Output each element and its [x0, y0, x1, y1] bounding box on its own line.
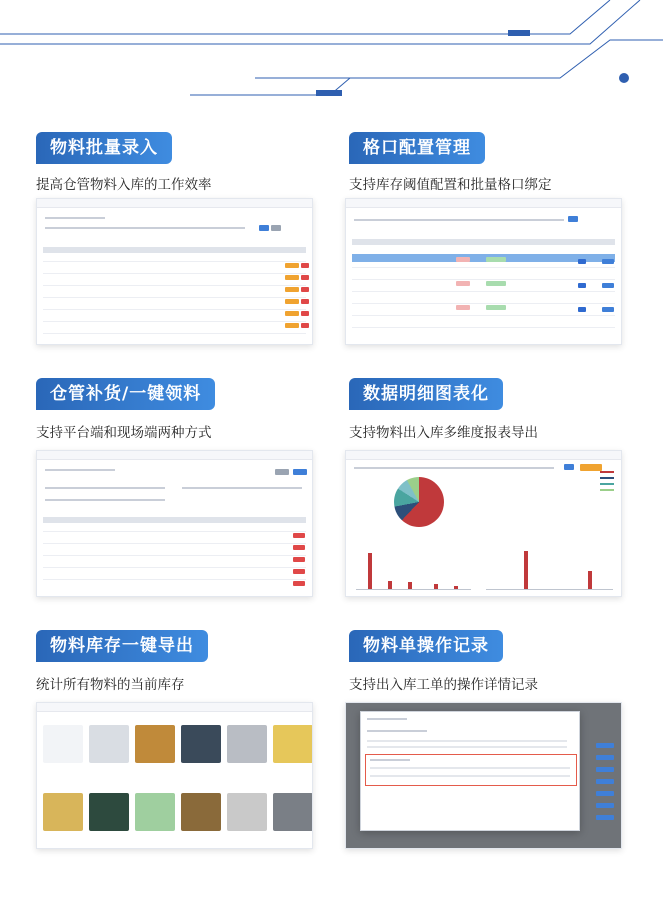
product-thumb [181, 793, 221, 831]
chart-bar [368, 553, 372, 589]
feature-subtitle: 提高仓管物料入库的工作效率 [36, 177, 212, 193]
product-thumb [89, 725, 129, 763]
feature-title: 物料单操作记录 [349, 630, 503, 662]
chart-bar [588, 571, 592, 589]
product-thumb [43, 725, 83, 763]
feature-subtitle: 支持物料出入库多维度报表导出 [349, 425, 538, 441]
chart-bar [388, 581, 392, 589]
feature-subtitle: 统计所有物料的当前库存 [36, 677, 185, 693]
feature-title: 物料库存一键导出 [36, 630, 208, 662]
highlight-box [365, 754, 577, 786]
feature-title: 物料批量录入 [36, 132, 172, 164]
product-thumb [227, 793, 267, 831]
record-modal [360, 711, 580, 831]
screenshot-charts [345, 450, 622, 597]
product-thumb [273, 793, 313, 831]
feature-subtitle: 支持出入库工单的操作详情记录 [349, 677, 538, 693]
product-thumb [227, 725, 267, 763]
screenshot-batch-entry [36, 198, 313, 345]
chart-bar [408, 582, 412, 589]
product-thumb [43, 793, 83, 831]
chart-bar [434, 584, 438, 589]
screenshot-slot-config [345, 198, 622, 345]
pie-chart [394, 477, 444, 527]
feature-subtitle: 支持平台端和现场端两种方式 [36, 425, 212, 441]
product-thumb [135, 793, 175, 831]
feature-title: 数据明细图表化 [349, 378, 503, 410]
feature-title: 仓管补货/一键领料 [36, 378, 215, 410]
product-thumb [273, 725, 313, 763]
product-thumb [89, 793, 129, 831]
screenshot-replenish [36, 450, 313, 597]
product-thumb [181, 725, 221, 763]
chart-bar [454, 586, 458, 589]
chart-bar [524, 551, 528, 589]
screenshot-operation-log [345, 702, 622, 849]
circuit-decoration [0, 0, 663, 110]
product-thumb [135, 725, 175, 763]
feature-title: 格口配置管理 [349, 132, 485, 164]
feature-subtitle: 支持库存阈值配置和批量格口绑定 [349, 177, 552, 193]
screenshot-stock-export [36, 702, 313, 849]
